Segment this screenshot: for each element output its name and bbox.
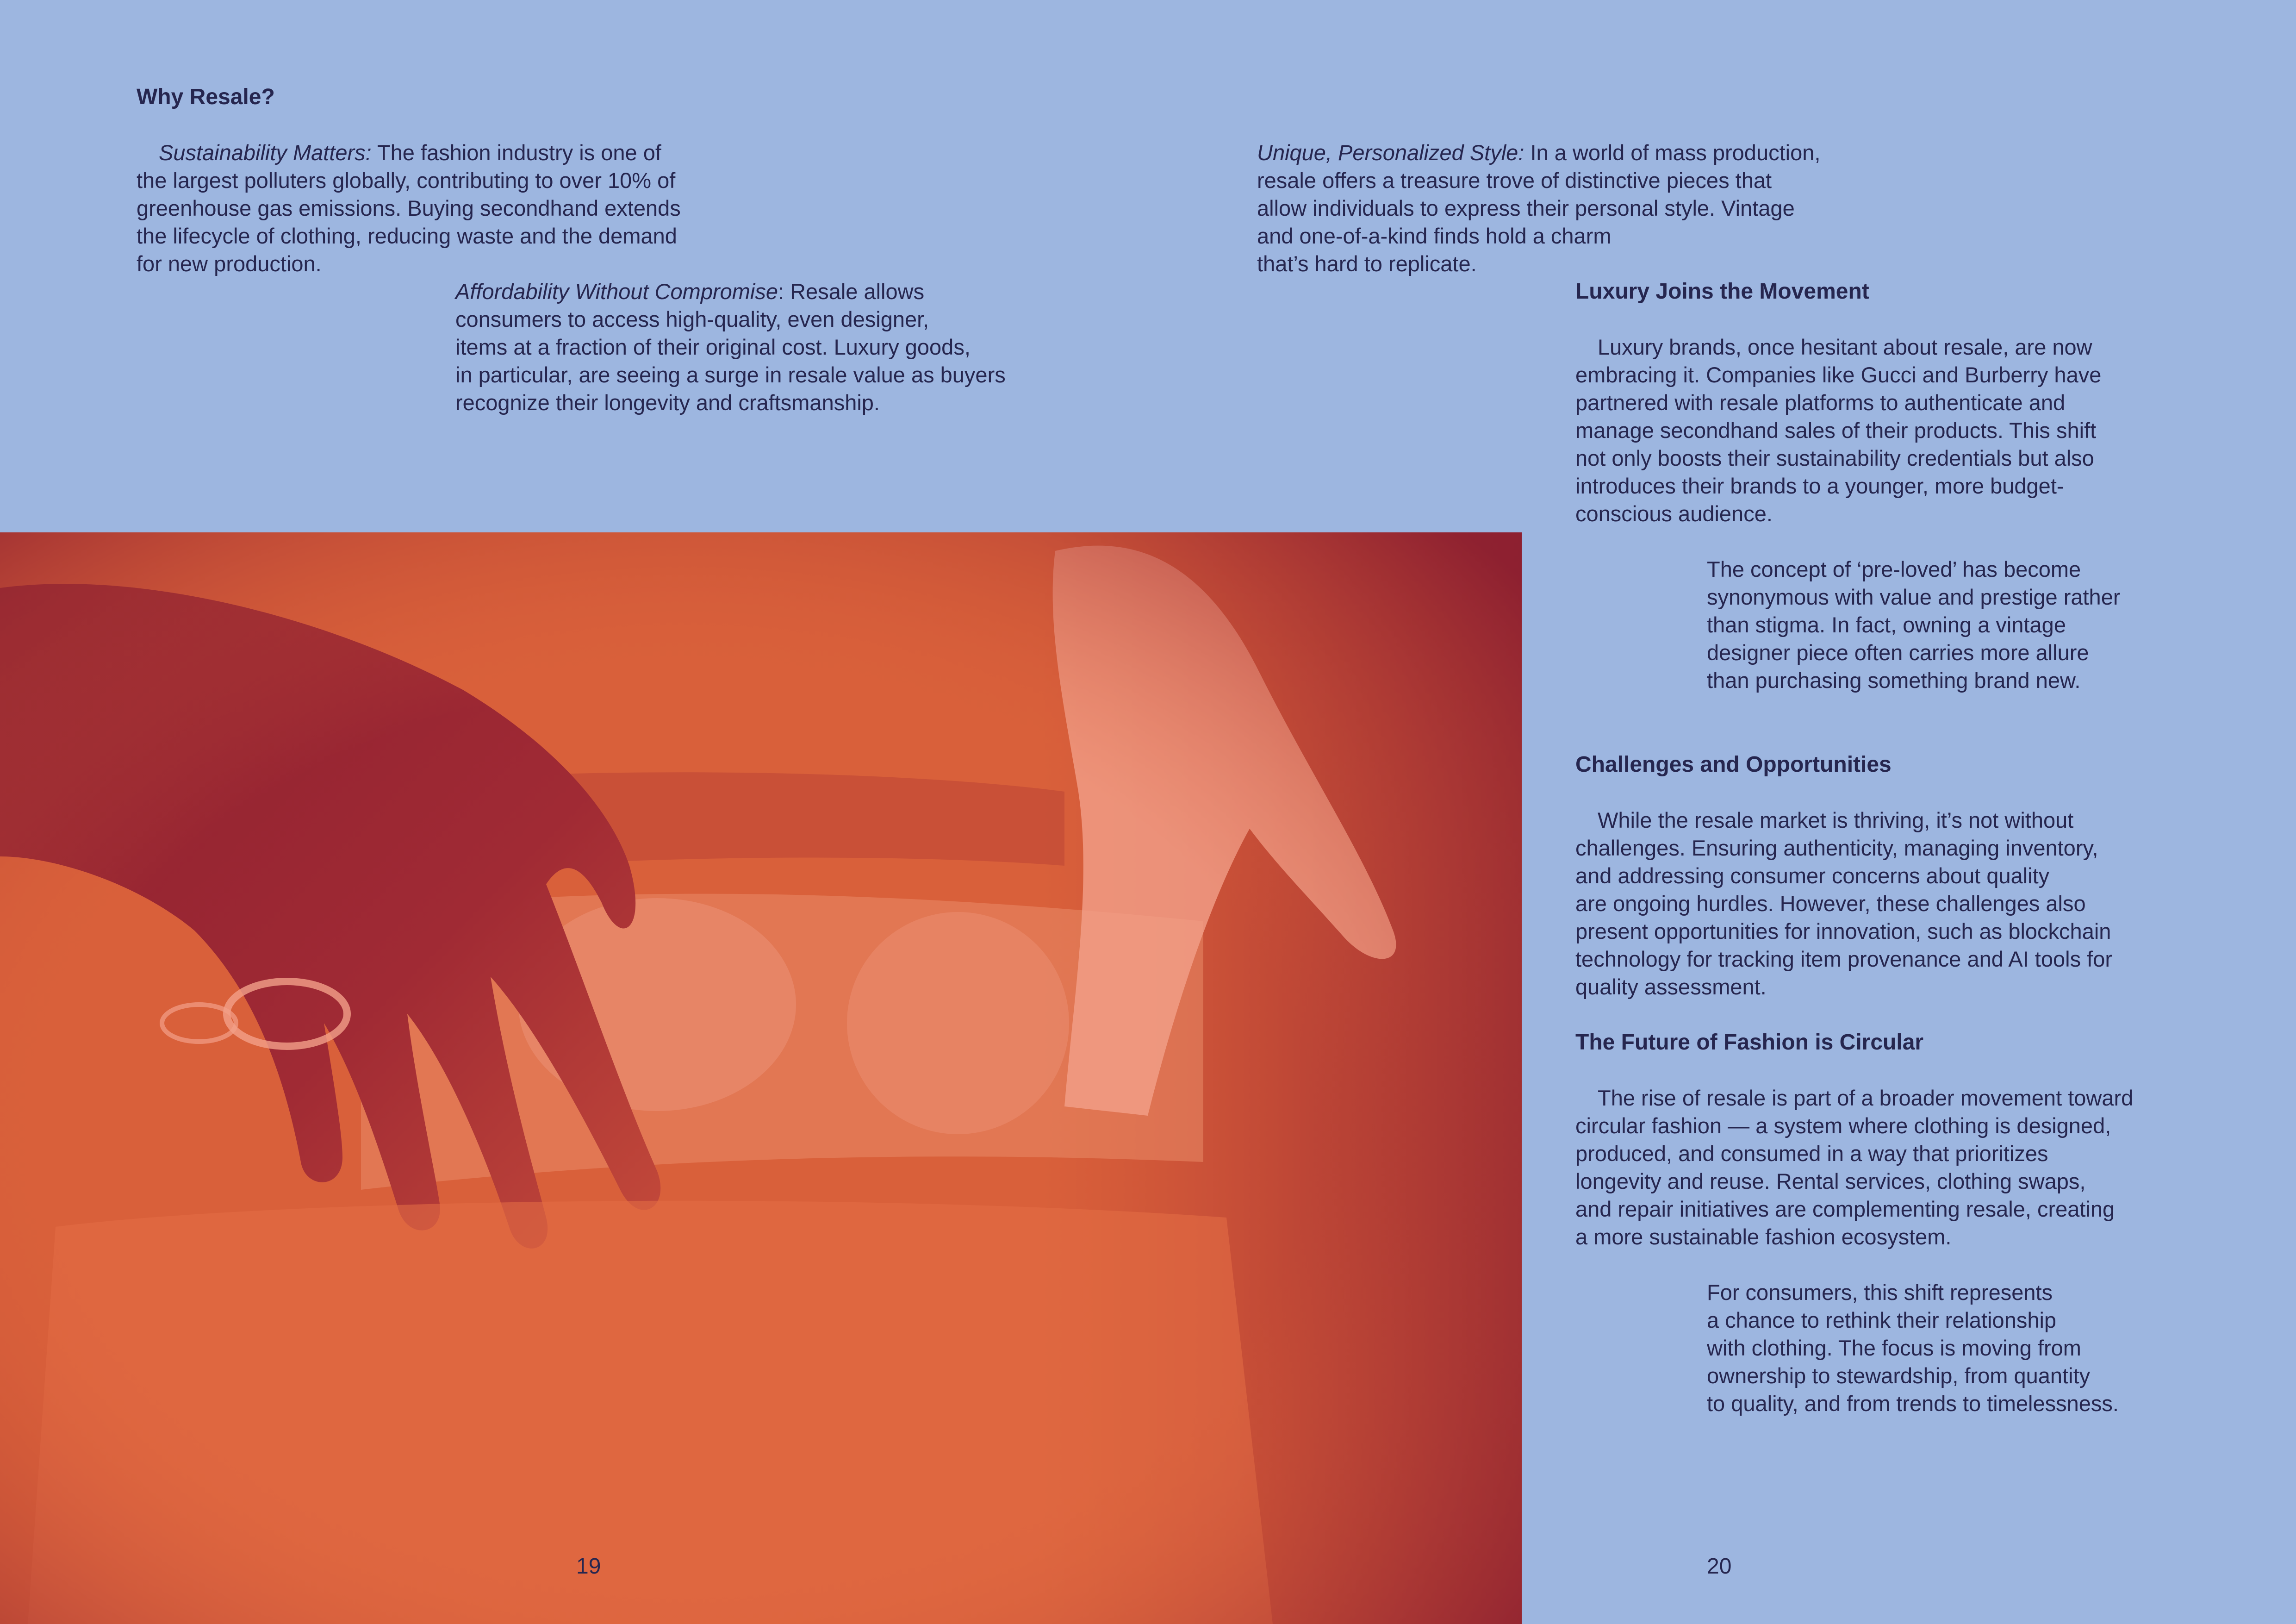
unique-style-paragraph <box>1257 139 1820 278</box>
luxury-heading: Luxury Joins the Movement <box>1575 279 1869 304</box>
paragraph-line: circular fashion — a system where clothing is designed, <box>1575 1113 2111 1138</box>
paragraph-line: longevity and reuse. Rental services, clothing swaps, <box>1575 1169 2086 1193</box>
paragraph-line: items at a fraction of their original cost. Luxury goods, <box>455 335 971 359</box>
paragraph-line: Luxury brands, once hesitant about resale, are now <box>1598 335 2092 359</box>
affordability-lead: Affordability Without Compromise <box>455 279 778 304</box>
unique-style-lead: Unique, Personalized Style: <box>1257 140 1524 165</box>
future-quote <box>1707 1279 2119 1418</box>
paragraph-line: not only boosts their sustainability credentials but also <box>1575 446 2094 470</box>
quote-line: a chance to rethink their relationship <box>1707 1308 2057 1332</box>
quote-line: than purchasing something brand new. <box>1707 668 2081 693</box>
paragraph-line: partnered with resale platforms to authenticate and <box>1575 390 2066 415</box>
quote-line: The concept of ‘pre-loved’ has become <box>1707 557 2081 581</box>
page-number-right: 20 <box>1707 1554 1732 1579</box>
quote-line: For consumers, this shift represents <box>1707 1280 2053 1305</box>
paragraph-line: While the resale market is thriving, it’s not without <box>1598 808 2074 832</box>
paragraph-line: technology for tracking item provenance and AI tools for <box>1575 947 2112 971</box>
quote-line: with clothing. The focus is moving from <box>1707 1336 2081 1360</box>
quote-line: to quality, and from trends to timelessness. <box>1707 1391 2119 1416</box>
challenges-paragraph <box>1575 806 2112 1001</box>
paragraph-line: greenhouse gas emissions. Buying secondhand extends <box>137 196 681 220</box>
paragraph-line: the largest polluters globally, contributing to over 10% of <box>137 168 676 193</box>
quote-line: synonymous with value and prestige rather <box>1707 585 2121 609</box>
paragraph-line: and repair initiatives are complementing resale, creating <box>1575 1197 2115 1221</box>
unique-style-line: Unique, Personalized Style: In a world of mass production, <box>1257 140 1821 165</box>
challenges-heading: Challenges and Opportunities <box>1575 752 1892 777</box>
paragraph-line: for new production. <box>137 251 322 276</box>
paragraph-line: consumers to access high-quality, even designer, <box>455 307 929 331</box>
sustainability-lead: Sustainability Matters: <box>159 140 372 165</box>
paragraph-line: manage secondhand sales of their products. This shift <box>1575 418 2097 443</box>
quote-line: than stigma. In fact, owning a vintage <box>1707 612 2066 637</box>
affordability-paragraph <box>455 278 1006 417</box>
why-resale-heading: Why Resale? <box>137 85 275 109</box>
paragraph-line: allow individuals to express their personal style. Vintage <box>1257 196 1795 220</box>
paragraph-line: embracing it. Companies like Gucci and Burberry have <box>1575 362 2102 387</box>
sustainability-line: Sustainability Matters: The fashion industry is one of <box>159 140 661 165</box>
paragraph-line: a more sustainable fashion ecosystem. <box>1575 1224 1952 1249</box>
paragraph-line: recognize their longevity and craftsmanship. <box>455 390 880 415</box>
hand-on-belt-photo-icon <box>0 532 1522 1624</box>
paragraph-line: introduces their brands to a younger, more budget- <box>1575 474 2064 498</box>
future-heading: The Future of Fashion is Circular <box>1575 1030 1924 1055</box>
paragraph-line: quality assessment. <box>1575 974 1767 999</box>
quote-line: designer piece often carries more allure <box>1707 640 2089 665</box>
hand-on-belt-photo <box>0 532 1522 1624</box>
paragraph-line: The rise of resale is part of a broader movement toward <box>1598 1086 2134 1110</box>
sustainability-paragraph <box>137 139 681 278</box>
paragraph-line: present opportunities for innovation, such as blockchain <box>1575 919 2111 943</box>
luxury-quote <box>1707 556 2120 694</box>
paragraph-line: and addressing consumer concerns about quality <box>1575 863 2050 888</box>
paragraph-line: in particular, are seeing a surge in resale value as buyers <box>455 362 1006 387</box>
future-paragraph <box>1575 1084 2133 1251</box>
paragraph-line: produced, and consumed in a way that prioritizes <box>1575 1141 2048 1166</box>
paragraph-line: resale offers a treasure trove of distinctive pieces that <box>1257 168 1772 193</box>
luxury-paragraph <box>1575 333 2101 528</box>
paragraph-line: that’s hard to replicate. <box>1257 251 1477 276</box>
page-number-left: 19 <box>576 1554 601 1579</box>
paragraph-line: are ongoing hurdles. However, these challenges also <box>1575 891 2086 916</box>
paragraph-line: the lifecycle of clothing, reducing waste and the demand <box>137 224 677 248</box>
paragraph-line: conscious audience. <box>1575 501 1773 526</box>
paragraph-line: and one-of-a-kind finds hold a charm <box>1257 224 1612 248</box>
affordability-line: Affordability Without Compromise: Resale allows <box>455 279 925 304</box>
paragraph-line: challenges. Ensuring authenticity, managing inventory, <box>1575 836 2098 860</box>
quote-line: ownership to stewardship, from quantity <box>1707 1363 2091 1388</box>
